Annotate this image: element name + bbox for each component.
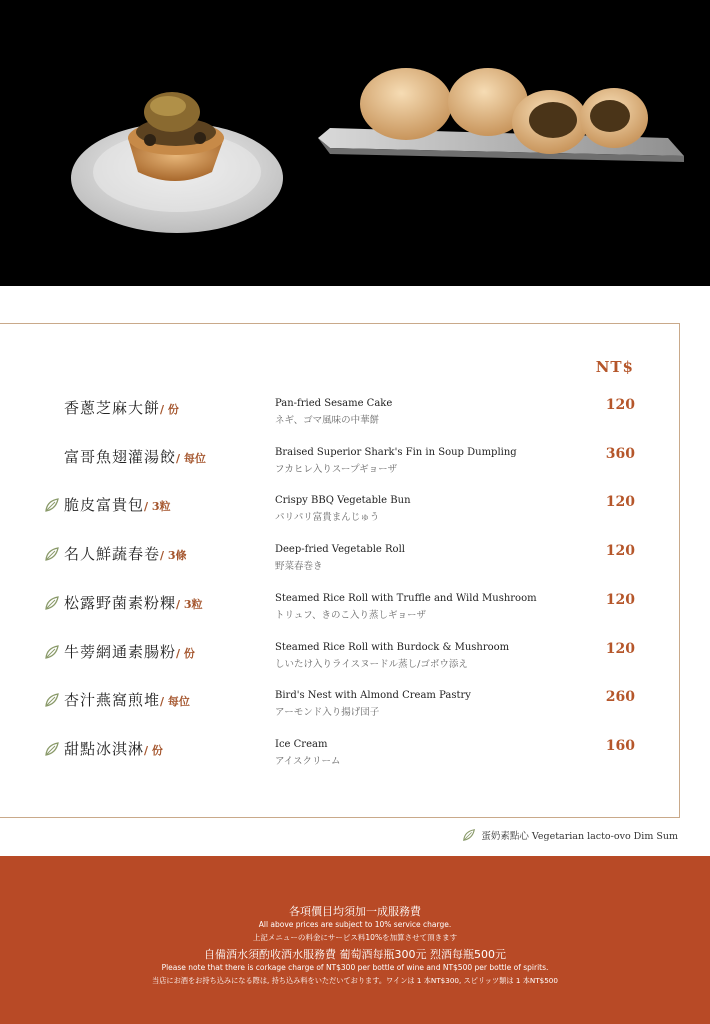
item-unit: / 每位 <box>160 695 190 709</box>
item-name-en: Crispy BBQ Vegetable Bun <box>275 495 411 507</box>
corkage-zh: 自備酒水須酌收酒水服務費 葡萄酒每瓶300元 烈酒每瓶500元 <box>204 948 506 961</box>
item-name-jp: フカヒレ入りスープギョーザ <box>275 463 398 475</box>
item-name-en: Pan-fried Sesame Cake <box>275 398 393 409</box>
item-name-zh-text: 松露野菌素粉粿 <box>64 593 177 612</box>
item-unit: / 每位 <box>176 451 206 465</box>
item-name-zh-text: 甜點冰淇淋 <box>64 739 145 758</box>
item-name-zh <box>64 738 163 759</box>
item-name-zh <box>64 397 179 418</box>
item-name-en: Bird's Nest with Almond Cream Pastry <box>275 690 471 702</box>
menu-item-row <box>0 641 710 681</box>
legend-en: Vegetarian lacto-ovo Dim Sum <box>531 831 678 842</box>
price-column-header: NT$ <box>595 358 634 376</box>
leaf-icon <box>44 546 60 562</box>
item-name-jp: しいたけ入りライスヌードル蒸し/ゴボウ添え <box>275 658 468 670</box>
item-price: 120 <box>605 640 635 657</box>
item-unit: / 份 <box>160 403 179 416</box>
item-unit: / 份 <box>144 743 163 757</box>
service-charge-jp: 上記メニューの料金にサービス料10%を加算させて頂きます <box>252 933 458 942</box>
item-name-zh <box>64 543 187 564</box>
item-unit: / 3粒 <box>144 500 171 514</box>
item-name-en: Deep-fried Vegetable Roll <box>275 544 405 556</box>
item-name-zh <box>64 592 203 613</box>
item-name-en: Braised Superior Shark's Fin in Soup Dumpling <box>275 446 517 458</box>
item-name-jp: アイスクリーム <box>275 755 341 767</box>
item-name-jp: トリュフ、きのこ入り蒸しギョーザ <box>275 609 426 621</box>
item-name-zh <box>64 689 190 710</box>
menu-item-row <box>0 592 710 632</box>
item-name-zh-text: 香蔥芝麻大餅 <box>64 399 161 417</box>
item-name-zh-text: 富哥魚翅灌湯餃 <box>64 447 177 466</box>
item-name-zh <box>64 494 171 515</box>
hero-photo <box>0 0 710 286</box>
item-name-en: Ice Cream <box>275 738 328 750</box>
dim-sum-illustration <box>0 0 710 286</box>
item-unit: / 份 <box>176 646 195 660</box>
leaf-icon <box>44 692 60 708</box>
service-charge-zh: 各項價目均須加一成服務費 <box>289 905 421 918</box>
leaf-icon <box>44 741 60 757</box>
item-price: 120 <box>605 397 635 413</box>
menu-item-row <box>0 494 710 534</box>
service-charge-en: All above prices are subject to 10% service charge. <box>258 920 452 929</box>
item-name-jp: パリパリ富貴まんじゅう <box>275 512 380 524</box>
menu-item-row <box>0 738 710 778</box>
footer-notice <box>0 856 710 1024</box>
leaf-icon <box>44 595 60 611</box>
leaf-icon <box>44 497 60 513</box>
item-name-jp: アーモンド入り揚げ団子 <box>275 707 380 719</box>
item-unit: / 3粒 <box>176 597 203 611</box>
corkage-en: Please note that there is corkage charge of NT$300 per bottle of wine and NT$500 per bottle of spirits. <box>161 963 549 972</box>
menu-item-row <box>0 397 710 437</box>
item-unit: / 3條 <box>160 549 187 563</box>
item-price: 360 <box>605 445 635 462</box>
leaf-icon <box>44 644 60 660</box>
item-price: 120 <box>605 543 635 560</box>
item-price: 160 <box>605 737 635 754</box>
item-name-zh-text: 名人鮮蔬春卷 <box>64 545 161 564</box>
menu-item-row <box>0 543 710 583</box>
menu-item-row <box>0 689 710 729</box>
leaf-icon <box>462 828 476 842</box>
item-price: 120 <box>605 591 635 608</box>
legend-zh: 蛋奶素點心 <box>481 831 529 842</box>
item-name-jp: 野菜春巻き <box>275 561 323 573</box>
item-price: 120 <box>605 494 635 511</box>
item-name-zh-text: 脆皮富貴包 <box>64 496 145 515</box>
item-price: 260 <box>605 689 635 706</box>
vegetarian-legend <box>462 828 678 842</box>
corkage-jp: 当店にお酒をお持ち込みになる際は, 持ち込み料をいただいております。ワインは 1 本NT$300, スピリッツ類は 1 本NT$500 <box>152 976 558 985</box>
item-name-zh <box>64 446 206 467</box>
menu-item-row <box>0 446 710 486</box>
item-name-en: Steamed Rice Roll with Burdock & Mushroom <box>275 641 510 653</box>
item-name-en: Steamed Rice Roll with Truffle and Wild Mushroom <box>275 592 537 604</box>
item-name-jp: ネギ、ゴマ風味の中華餅 <box>275 415 380 426</box>
item-name-zh-text: 牛蒡網通素腸粉 <box>64 642 177 661</box>
item-name-zh-text: 杏汁燕窩煎堆 <box>64 691 161 710</box>
item-name-zh <box>64 641 195 662</box>
